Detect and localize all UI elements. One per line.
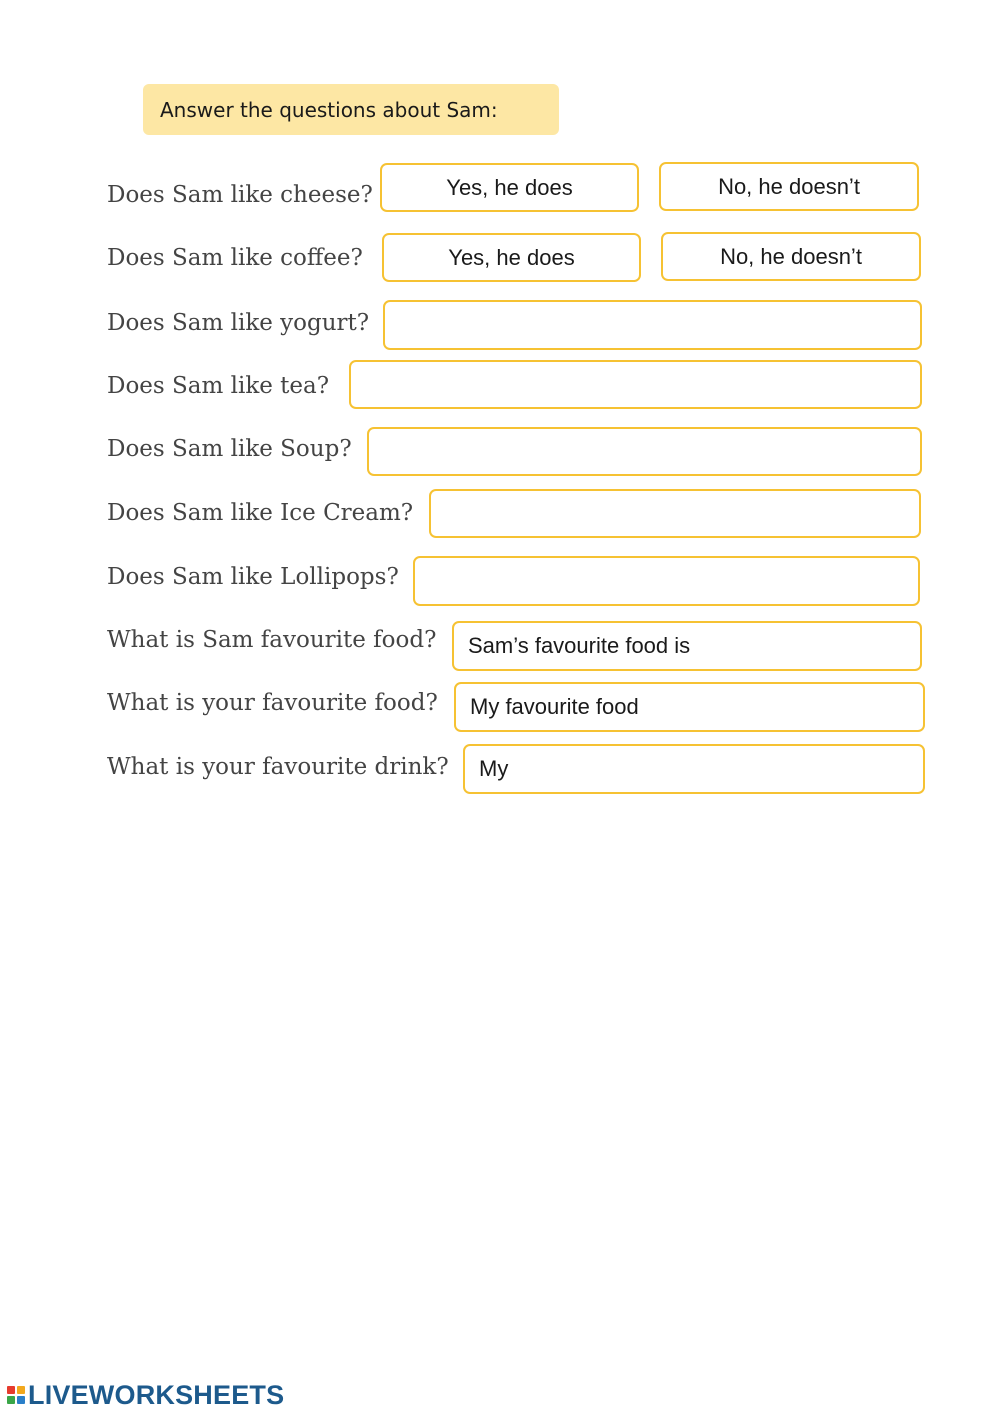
answer-input-ice-cream[interactable] (429, 489, 921, 538)
answer-input-your-favourite-drink[interactable]: My (463, 744, 925, 794)
question-coffee: Does Sam like coffee? (107, 245, 363, 271)
answer-input-sam-favourite-food[interactable]: Sam’s favourite food is (452, 621, 922, 671)
answer-input-yogurt[interactable] (383, 300, 922, 350)
question-sam-favourite-food: What is Sam favourite food? (107, 627, 437, 653)
answer-input-your-favourite-food[interactable]: My favourite food (454, 682, 925, 732)
question-yogurt: Does Sam like yogurt? (107, 310, 370, 336)
question-cheese: Does Sam like cheese? (107, 182, 373, 208)
logo-square (7, 1396, 15, 1404)
question-your-favourite-food: What is your favourite food? (107, 690, 438, 716)
logo-square (7, 1386, 15, 1394)
answer-input-soup[interactable] (367, 427, 922, 476)
logo-square (17, 1386, 25, 1394)
instruction-text: Answer the questions about Sam: (160, 97, 498, 122)
instruction-banner (143, 84, 559, 135)
question-tea: Does Sam like tea? (107, 373, 330, 399)
answer-option-no-coffee[interactable]: No, he doesn’t (661, 232, 921, 281)
answer-option-yes-coffee[interactable]: Yes, he does (382, 233, 641, 282)
answer-input-lollipops[interactable] (413, 556, 920, 606)
logo-square (17, 1396, 25, 1404)
question-ice-cream: Does Sam like Ice Cream? (107, 500, 414, 526)
question-your-favourite-drink: What is your favourite drink? (107, 754, 449, 780)
answer-option-no-cheese[interactable]: No, he doesn’t (659, 162, 919, 211)
answer-input-tea[interactable] (349, 360, 922, 409)
logo-icon (7, 1386, 25, 1404)
answer-option-yes-cheese[interactable]: Yes, he does (380, 163, 639, 212)
question-soup: Does Sam like Soup? (107, 436, 352, 462)
brand-name: LIVEWORKSHEETS (28, 1379, 285, 1410)
liveworksheets-logo[interactable] (7, 1378, 284, 1412)
question-lollipops: Does Sam like Lollipops? (107, 564, 399, 590)
